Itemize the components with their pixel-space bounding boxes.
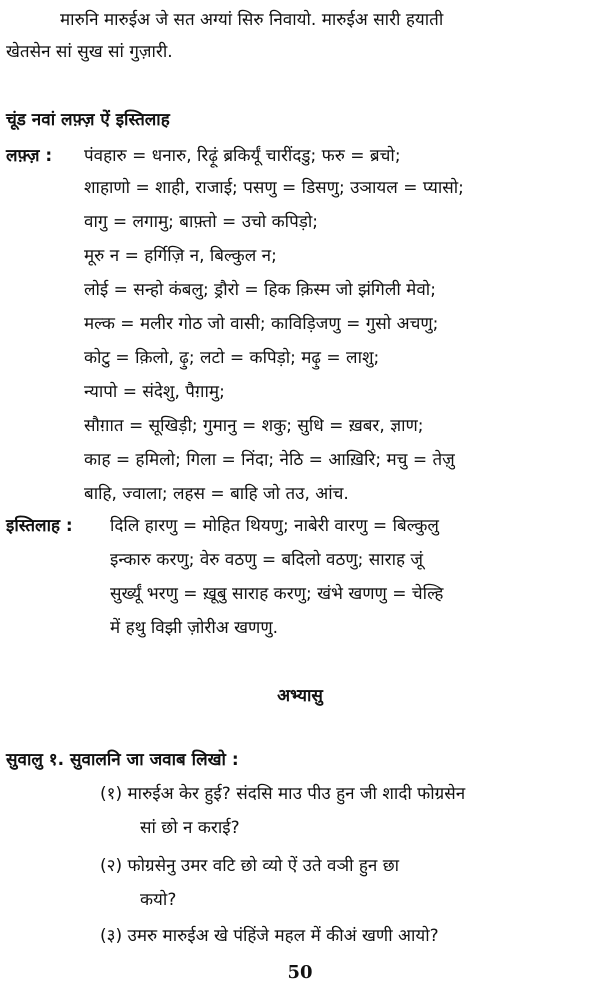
idioms-line-4: में हथु विझी ज़ोरीअ खणणु. [110,618,279,638]
idioms-line-2: इन्कारु करणु; वेरु वठणु = बदिलो वठणु; साराह जूं [110,550,424,570]
vocab-line-7: कोटु = क़िलो, ढ़ु; लटो = कपिड़ो; मढ़ु = लाशु; [84,348,380,368]
page-number: 50 [287,962,313,983]
idioms-line-1: दिलि हारणु = मोहित थियणु; नाबेरी वारणु = बिल्कुलु [110,516,439,536]
vocab-line-8: न्यापो = संदेशु, पैग़ामु; [84,382,225,402]
question-label: सुवालु १. सुवालनि जा जवाब लिखो : [6,750,239,770]
question-2-line-2: कयो? [140,890,177,910]
vocab-line-4: मूरु न = हर्गिज़ि न, बिल्कुल न; [84,246,277,266]
intro-line-1: मारुनि मारुईअ जे सत अग्यां सिरु निवायो. मारुईअ सारी हयाती [60,10,444,30]
question-1-line-2: सां छो न कराई? [140,818,240,838]
idioms-line-3: सुर्ख्यूं भरणु = ख़ूबु साराह करणु; खंभे खणणु = चेल्हि [110,584,444,604]
vocab-line-2: शाहाणो = शाही, राजाई; पसणु = डिसणु; उञायल = प्यासो; [84,178,464,198]
idioms-label: इस्तिलाह : [6,516,73,536]
vocab-line-9: सौग़ात = सूखिड़ी; गुमानु = शकु; सुधि = ख़बर, ज्ञाण; [84,416,424,436]
vocab-line-3: वागु = लगामु; बाफ़्तो = उचो कपिड़ो; [84,212,318,232]
vocab-line-11: बाहि, ज्वाला; लहस = बाहि जो तउ, आंच. [84,484,349,504]
vocab-line-5: लोई = सन्हो कंबलु; ड्रौरो = हिक क़िस्म जो झंगिली मेवो; [84,280,436,300]
vocab-heading: चूंड नवां लफ़्ज़ ऐं इस्तिलाह [6,110,170,130]
vocab-label: लफ़्ज़ : [6,146,53,166]
question-3: (३) उमरु मारुईअ खे पंहिंजे महल में कीअं खणी आयो? [100,926,439,946]
question-2-line-1: (२) फोग्रसेनु उमर वटि छो व्यो ऐं उते वञी हुन छा [100,856,400,876]
vocab-line-1: पंवहारु = धनारु, रिढ़ूं ब्रकिर्यूं चारींदडु; फरु = ब्रचो; [84,146,401,166]
intro-line-2: खेतसेन सां सुख सां गुज़ारी. [6,42,173,62]
question-1-line-1: (१) मारुईअ केर हुई? संदसि माउ पीउ हुन जी शादी फोग्रसेन [100,784,466,804]
vocab-line-6: मल्क = मलीर गोठ जो वासी; काविड़िजणु = गुसो अचणु; [84,314,439,334]
exercise-heading: अभ्यासु [277,686,323,706]
vocab-line-10: काह = हमिलो; गिला = निंदा; नेठि = आख़िरि; मचु = तेज़ु [84,450,455,470]
